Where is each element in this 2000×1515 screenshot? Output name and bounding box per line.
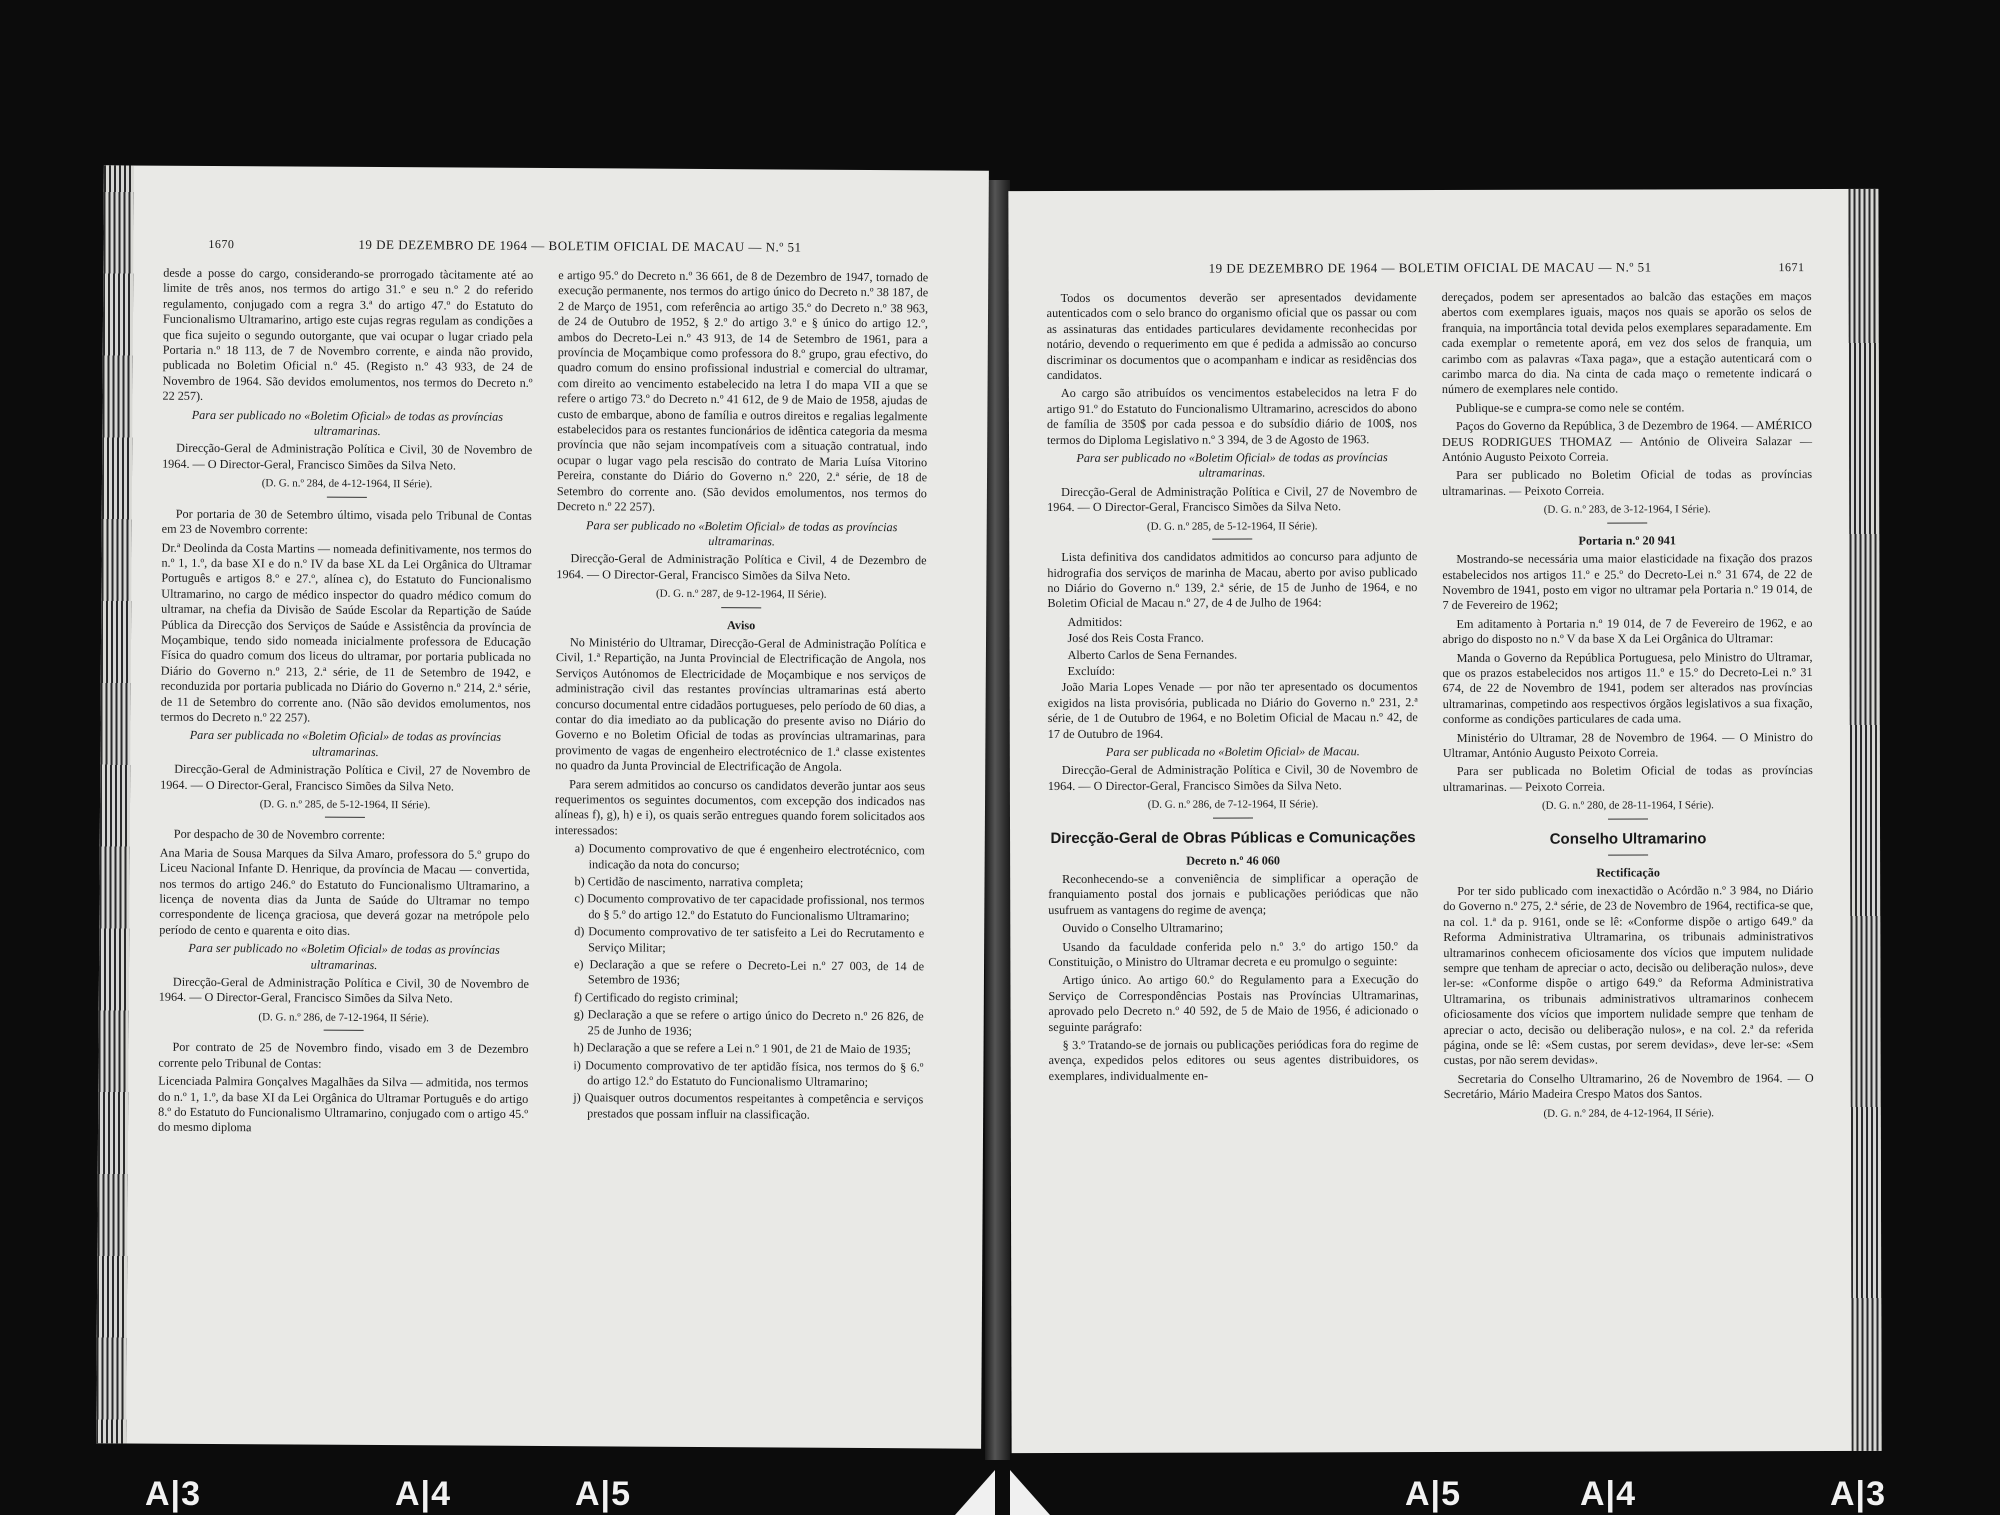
film-marker: A|4 [1580,1475,1636,1513]
signature-line: Direcção-Geral de Administração Política e Civil, 27 de Novembro de 1964. — O Director-Geral, Francisco Simões da Silva Neto. [160,761,531,794]
reference: (D. G. n.º 286, de 7-12-1964, II Série). [258,1011,429,1025]
right-page [1008,189,1881,1453]
candidate-name: Alberto Carlos de Sena Fernandes. [1067,647,1238,662]
divider [324,1030,364,1031]
list-item: f) Certificado do registo criminal; [573,990,739,1006]
candidate-name: José dos Reis Costa Franco. [1067,630,1204,646]
signature-line: Direcção-Geral de Administração Política e Civil, 30 de Novembro de 1964. — O Director-Geral, Francisco Simões da Silva Neto. [158,974,529,1006]
paragraph: Usando da faculdade conferida pelo n.º 3.º do artigo 150.º da Constituição, o Ministro do Ultramar decreta e eu promulgo o seguinte: [1048,938,1419,970]
paragraph: Ouvido o Conselho Ultramarino; [1062,920,1224,936]
reference: (D. G. n.º 285, de 5-12-1964, II Série). [259,798,431,812]
list-item: i) Documento comprovativo de ter aptidão física, nos termos do § 6.º do artigo 12.º do Estatuto do Funcionalismo Ultramarino; [573,1057,924,1089]
publication-note: Para ser publicado no «Boletim Oficial» de todas as províncias ultramarinas. [188,941,500,972]
divider [1608,854,1648,855]
running-header-left: 19 DE DEZEMBRO DE 1964 — BOLETIM OFICIAL DE MACAU — N.º 51 [358,236,802,255]
publication-note: Para ser publicada no «Boletim Oficial» de todas as províncias ultramarinas. [189,728,502,759]
left-column-1 [158,266,533,1141]
divider [327,496,367,497]
paragraph: Para serem admitidos ao concurso os candidatos deverão juntar aos seus requerimentos os seguintes documentos, com excepção dos indicados nas alíneas f), g), h) e i), os quais serão entregues quando forem solicitados aos interessados: [554,776,926,838]
paragraph: No Ministério do Ultramar, Direcção-Geral de Administração Política e Civil, 1.ª Repartição, na Junta Provincial de Electrificação de Angola, nos Serviços Autónomos de Electricidade de Moçambique e nos serviços de administração civil das restantes províncias ultramarinas está aberto concurso documental entre cidadãos portugueses, pelo período de 60 dias, a contar do dia imediato ao da publicação do presente aviso no Diário do Governo e no Boletim Oficial de todas as províncias ultramarinas, para provimento de vagas de engenheiro electrotécnico de 1.ª classe existentes no quadro da Junta Provincial de Electrificação de Angola. [555,635,927,775]
divider [1607,522,1647,523]
section-title: Direcção-Geral de Obras Públicas e Comunicações [1050,828,1416,847]
film-marker: A|3 [145,1475,201,1513]
film-marker: A|5 [1405,1475,1461,1513]
book-gutter [985,180,1010,1460]
list-item: c) Documento comprovativo de ter capacidade profissional, nos termos do § 5.º do artigo 12.º do Estatuto do Funcionalismo Ultramarino; [574,891,925,924]
film-marker: A|4 [395,1475,451,1513]
list-item: j) Quaisquer outros documentos respeitantes à competência e serviços prestados que possam influir na classificação. [573,1090,924,1122]
publication-note: Para ser publicada no «Boletim Oficial» de Macau. [1105,744,1360,759]
paragraph: dereçados, podem ser apresentados ao balcão das estações em maços abertos com exemplares iguais, maços nos quais se aporão os selos de franquia, na importância total devida pelos exemplares separadamente. Em cada exemplar o remetente aporá, em vez dos selos de franquia, um carimbo com as palavras «Taxa paga», que a estação autenticará com o carimbo marca do dia. Na cinta de cada maço o remetente indicará o número de exemplares nele contido. [1441,289,1812,397]
list-label: Excluído: [1067,663,1116,678]
section-title: Conselho Ultramarino [1549,829,1707,848]
signature-line: Direcção-Geral de Administração Política e Civil, 4 de Dezembro de 1964. — O Director-Geral, Francisco Simões da Silva Neto. [556,551,927,583]
left-page [96,165,989,1448]
signature-line: Direcção-Geral de Administração Política e Civil, 30 de Novembro de 1964. — O Director-Geral, Francisco Simões da Silva Neto. [1047,762,1418,793]
paragraph: Ana Maria de Sousa Marques da Silva Amaro, professora do 5.º grupo do Liceu Nacional Infante D. Henrique, da província de Macau — convertida, nos termos do artigo 246.º do Estatuto do Funcionalismo Ultramarino, a licença de noventa dias da Junta de Saúde do Ultramar no tempo correspondente de licença graciosa, que deverá gozar na metrópole pelo período de cento e quarenta e oito dias. [159,845,530,938]
paragraph: Ministério do Ultramar, 28 de Novembro de 1964. — O Ministro do Ultramar, António Augusto Peixoto Correia. [1442,729,1813,760]
paragraph: Por ter sido publicado com inexactidão o Acórdão n.º 3 984, no Diário do Governo n.º 275, 2.ª série, de 23 de Novembro de 1964, rectifica-se que, na col. 1.ª da p. 9161, onde se lê: «Conforme dispõe o artigo 649.º da Reforma Administrativa Ultramarina, os tribunais administrativos ultramarinos conhecem oficiosamente dos vícios que imputem nulidade sempre que tenham de apreciar o acto, decisão ou deliberação nulos», deve ler-se: «Conforme dispõe o artigo 649.º da Reforma Administrativa Ultramarina, os tribunais administrativos ultramarinos conhecem oficiosamente dos vícios que importem nulidade sempre que tenham de apreciar o acto, decisão ou deliberação nulos», e na col. 2.ª da referida página, onde se lê: «Sem custas, por serem devidas», deve ler-se: «Sem custas, por não serem devidas». [1443,883,1814,1068]
publication-note: Para ser publicado no «Boletim Oficial» de todas as províncias ultramarinas. [1076,450,1388,481]
reference: (D. G. n.º 284, de 4-12-1964, II Série). [1543,1106,1715,1120]
paragraph: desde a posse do cargo, considerando-se prorrogado tàcitamente até ao limite de três anos, nos termos do artigo 31.º e seu n.º 2 do referido regulamento, conjugado com a regra 3.ª do artigo 47.º do Estatuto do Funcionalismo Ultramarino, artigo este cujas regras regulam as condições a que fica sujeito o segundo outorgante, que vai ocupar o lugar criado pela Portaria n.º 18 113, de 7 de Novembro corrente, e ainda não provido, publicada no Boletim Oficial n.º 45. (Registo n.º 43 933, de 24 de Novembro de 1964. São devidos emolumentos, nos termos do Decreto n.º 22 257). [162,265,534,404]
paragraph: Reconhecendo-se a conveniência de simplificar a operação de franquiamento postal dos jornais e publicações periódicas que não usufruem as vantagens do regime de avença; [1048,871,1419,917]
reference: (D. G. n.º 283, de 3-12-1964, I Série). [1543,503,1711,517]
film-marker: A|3 [1830,1475,1886,1513]
publication-note: Para ser publicado no «Boletim Oficial» de todas as províncias ultramarinas. [191,407,504,439]
paragraph: Todos os documentos deverão ser apresentados devidamente autenticados com o selo branco do organismo oficial que os passar ou com as assinaturas das entidades particulares devidamente reconhecidas por notário, devendo o requerimento em que é pedida a admissão ao concurso discriminar os documentos que o acompanham e indicar as residências dos candidatos. [1046,290,1417,383]
publication-note: Para ser publicado no «Boletim Oficial» de todas as províncias ultramarinas. [586,517,898,549]
page-number-right: 1671 [1778,260,1805,275]
paragraph: Ao cargo são atribuídos os vencimentos estabelecidos na letra F do artigo 91.º do Estatuto do Funcionalismo Ultramarino, acrescidos do abono de família de 350$ por cada pessoa e do subsídio diário de 100$, nos termos do Diploma Legislativo n.º 3 394, de 3 de Agosto de 1963. [1046,385,1417,447]
list-item: d) Documento comprovativo de ter satisfeito a Lei do Recrutamento e Serviço Militar; [574,924,925,955]
list-item: a) Documento comprovativo de que é engenheiro electrotécnico, com indicação da nota do concurso; [574,841,925,872]
publication-note: Para ser publicado no Boletim Oficial de todas as províncias ultramarinas. — Peixoto Correia. [1442,467,1813,498]
paragraph: e artigo 95.º do Decreto n.º 36 661, de 8 de Dezembro de 1947, tornado de execução permanente, nos termos do artigo único do Decreto n.º 38 187, de 2 de Março de 1951, com referência ao artigo 35.º do Decreto n.º 38 963, de 24 de Outubro de 1952, § 2.º do artigo 3.º e § único do artigo 12.º, ambos do Decreto-Lei n.º 43 913, de 14 de Setembro de 1961, para a província de Moçambique como professora do 8.º grupo, grau efectivo, do quadro comum do ensino profissional industrial e comercial do ultramar, com direito ao vencimento estabelecido na letra I do mapa VII a que se refere o artigo 73.º do Decreto n.º 41 612, de 9 de Maio de 1958, ajudas de custo de embarque, abono de família e outros direitos e regalias legalmente estabelecidos para os restantes funcionários de idêntica categoria da mesma província que não sejam incompatíveis com a situação contratual, indo ocupar o lugar vago pela rescisão do contrato de Maria Luísa Vitorino Pereira, constante do Diário do Governo n.º 220, 2.ª série, de 18 de Setembro do corrente ano. (São devidos emolumentos, nos termos do Decreto n.º 22 257). [556,268,929,514]
paragraph: Mostrando-se necessária uma maior elasticidade na fixação dos prazos estabelecidos nos artigos 11.º e 25.º do Decreto-Lei n.º 31 674, de 22 de Novembro de 1941, posto em vigor no ultramar pela Portaria n.º 19 014, de 7 de Fevereiro de 1962; [1442,551,1813,613]
film-marker: A|5 [575,1475,631,1513]
portaria-heading: Portaria n.º 20 941 [1578,533,1677,548]
decree-heading: Decreto n.º 46 060 [1186,853,1281,868]
publication-note: Para ser publicada no Boletim Oficial de todas as províncias ultramarinas. — Peixoto Correia. [1442,763,1813,794]
signature-line: Direcção-Geral de Administração Política e Civil, 30 de Novembro de 1964. — O Director-Geral, Francisco Simões da Silva Neto. [162,441,533,473]
list-item: h) Declaração a que se refere a Lei n.º 1 901, de 21 de Maio de 1935; [573,1040,912,1057]
divider [1213,817,1253,818]
divider [325,817,365,818]
reference: (D. G. n.º 284, de 4-12-1964, II Série). [261,477,433,491]
running-header-right: 19 DE DEZEMBRO DE 1964 — BOLETIM OFICIAL DE MACAU — N.º 51 [1208,259,1652,276]
reference: (D. G. n.º 286, de 7-12-1964, II Série). [1147,798,1319,811]
paragraph: Por despacho de 30 de Novembro corrente: [173,827,386,843]
list-label: Admitidos: [1067,614,1123,629]
divider [1608,818,1648,819]
paragraph: Artigo único. Ao artigo 60.º do Regulamento para a Execução do Serviço de Correspondências Postais nas Províncias Ultramarinas, aprovado pelo Decreto n.º 40 592, de 5 de Maio de 1956, é adicionado o seguinte parágrafo: [1048,972,1419,1034]
paragraph: Por portaria de 30 de Setembro último, visada pelo Tribunal de Contas em 23 de Novembro corrente: [161,506,532,537]
paragraph: Em aditamento à Portaria n.º 19 014, de 7 de Fevereiro de 1962, e ao abrigo do disposto no n.º V da base X da Lei Orgânica do Ultramar: [1442,615,1813,647]
paragraph: João Maria Lopes Venade — por não ter apresentado os documentos exigidos na lista provisória, publicada no Diário do Governo n.º 231, 2.ª série, de 1 de Outubro de 1964, e no Boletim Oficial de Macau n.º 42, de 17 de Outubro de 1964. [1047,679,1418,741]
reference: (D. G. n.º 287, de 9-12-1964, II Série). [656,587,827,601]
left-column-2 [553,268,928,1125]
paragraph: Publique-se e cumpra-se como nele se contém. [1455,400,1685,415]
list-item: e) Declaração a que se refere o Decreto-Lei n.º 27 003, de 14 de Setembro de 1936; [573,957,925,988]
divider [1212,539,1252,540]
paragraph: § 3.º Tratando-se de jornais ou publicações periódicas fora do regime de avença, expedidos pelos editores ou seus agentes distribuidores, os exemplares, individualmente en- [1048,1037,1419,1083]
film-triangle-right [1010,1470,1050,1515]
paragraph: Lista definitiva dos candidatos admitidos ao concurso para adjunto de hidrografia dos serviços de marinha de Macau, aberto por aviso publicado no Diário do Governo n.º 139, 2.ª série, de 15 de Junho de 1964, e no Boletim Oficial de Macau n.º 27, de 4 de Julho de 1964: [1047,549,1418,611]
paragraph: Licenciada Palmira Gonçalves Magalhães da Silva — admitida, nos termos do n.º 1, 1.º, da base XI da Lei Orgânica do Ultramar Português e do artigo 8.º do Estatuto do Funcionalismo Ultramarino, conjugado com o artigo 45.º do mesmo diploma [157,1073,529,1135]
divider [721,607,761,608]
signature-line: Direcção-Geral de Administração Política e Civil, 27 de Novembro de 1964. — O Director-Geral, Francisco Simões da Silva Neto. [1047,483,1418,515]
right-column-2 [1442,289,1814,1126]
reference: (D. G. n.º 285, de 5-12-1964, II Série). [1146,520,1318,533]
section-heading: Aviso [726,617,756,632]
list-item: g) Declaração a que se refere o artigo único do Decreto n.º 26 826, de 25 de Junho de 1936; [573,1007,924,1038]
paragraph: Por contrato de 25 de Novembro findo, visado em 3 de Dezembro corrente pelo Tribunal de Contas: [158,1040,529,1071]
paragraph: Manda o Governo da República Portuguesa, pelo Ministro do Ultramar, que os prazos estabelecidos nos artigos 11.º e 15.º do Decreto-Lei n.º 31 674, de 22 de Novembro de 1941, podem ser alterados nas províncias ultramarinas, competindo aos respectivos órgãos legislativos a sua fixação, conforme as condições particulares de cada uma. [1442,649,1813,727]
list-item: b) Certidão de nascimento, narrativa completa; [574,874,804,890]
paragraph: Paços do Governo da República, 3 de Dezembro de 1964. — AMÉRICO DEUS RODRIGUES THOMAZ — António de Oliveira Salazar — António Augusto Peixoto Correia. [1441,418,1813,465]
right-column-1 [1047,290,1419,1087]
rectification-heading: Rectificação [1596,865,1660,880]
film-triangle-left [955,1470,995,1515]
page-number-left: 1670 [208,236,235,252]
signature-line: Secretaria do Conselho Ultramarino, 26 de Novembro de 1964. — O Secretário, Mário Madeira Crespo Matos dos Santos. [1443,1070,1814,1102]
reference: (D. G. n.º 280, de 28-11-1964, I Série). [1541,799,1714,812]
page-edge [1848,189,1881,1451]
paragraph: Dr.ª Deolinda da Costa Martins — nomeada definitivamente, nos termos do n.º 1, 1.º, da base XI e do n.º IV da base XL da Lei Orgânica do Ultramar Português e artigos 8.º e 27.º, alínea c), do Estatuto do Funcionalismo Ultramarino, no cargo de médico inspector do quadro médico comum do ultramar, na chefia da Divisão de Saúde Escolar da Repartição de Saúde Pública da Direcção dos Serviços de Saúde e Assistência da província de Moçambique, tendo sido nomeada inicialmente professora de Educação Física do quadro comum dos liceus do ultramar, por portaria publicada no Diário do Governo n.º 213, 2.ª série, de 11 de Setembro de 1942, e reconduzida por portaria publicada no Diário do Governo n.º 214, 2.ª série, de 11 de Setembro do corrente ano. (Não são devidos emolumentos, nos termos do Decreto n.º 22 257). [160,540,532,725]
page-edge [96,165,134,1443]
